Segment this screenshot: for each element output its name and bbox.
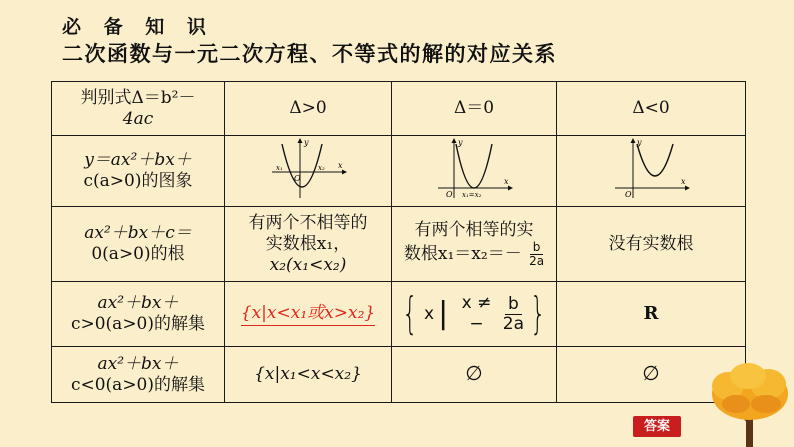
cell-graph-neg (557, 136, 746, 207)
solution-set-red: {x|x<x₁或x>x₂} (241, 303, 375, 326)
cell-roots-label (52, 207, 225, 282)
text-line: 实数根x₁， (265, 233, 351, 254)
label-line: c(a>0)的图象 (83, 171, 193, 191)
cell-gt-zero (392, 282, 557, 347)
text-segment: 数根x₁＝x₂＝－ (403, 244, 522, 264)
section-label: 必 备 知 识 (62, 16, 214, 38)
cell-gt-label (52, 282, 225, 347)
cell-gt-pos (225, 282, 392, 347)
cell-discriminant-label (52, 82, 225, 136)
empty-set-symbol: ∅ (465, 361, 483, 385)
axis-y-label: y (458, 138, 463, 147)
label-line: ax²＋bx＋ (97, 293, 179, 313)
set-condition: x ≠ − (461, 293, 492, 334)
fraction-numerator: b (505, 295, 522, 315)
label-line: c>0(a>0)的解集 (70, 314, 206, 334)
parabola-no-root (611, 136, 691, 200)
solution-set: {x|x₁<x<x₂} (254, 364, 362, 384)
label-line: 判别式Δ＝b²－ (80, 87, 196, 108)
fraction-denominator: 2a (502, 313, 524, 334)
fraction-numerator: b (530, 241, 544, 255)
right-brace: } (530, 288, 546, 339)
origin-label: O (625, 190, 632, 199)
set-variable: x (424, 303, 435, 324)
col-header-neg: Δ<0 (557, 82, 746, 136)
col-header-zero: Δ＝0 (392, 82, 557, 136)
root2-label: x₂ (318, 164, 325, 172)
cell-roots-zero (392, 207, 557, 282)
col-header-pos: Δ>0 (225, 82, 392, 136)
double-root-label: x₁=x₂ (462, 191, 482, 199)
cell-lt-pos (225, 347, 392, 403)
parabola-two-roots (268, 136, 348, 200)
axis-y-label: y (637, 138, 642, 147)
text-line: 有两个相等的实 (414, 220, 534, 240)
cell-roots-neg: 没有实数根 (557, 207, 746, 282)
table-row-lt (52, 347, 746, 403)
cell-graph-label (52, 136, 225, 207)
axis-y-label: y (304, 138, 309, 147)
knowledge-table (51, 81, 746, 403)
origin-label: O (294, 174, 301, 183)
table-row-graphs (52, 136, 746, 207)
cell-gt-neg (557, 282, 746, 347)
cell-graph-zero (392, 136, 557, 207)
label-line: y＝ax²＋bx＋ (84, 150, 192, 170)
axis-x-label: x (338, 161, 343, 170)
set-separator: | (438, 296, 449, 331)
table-row-roots (52, 207, 746, 282)
empty-set-symbol: ∅ (642, 361, 660, 385)
label-line: 0(a>0)的根 (91, 244, 185, 264)
text-line: 有两个不相等的 (248, 212, 368, 233)
fraction-denominator: 2a (529, 254, 545, 268)
cell-lt-zero (392, 347, 557, 403)
table-row-gt (52, 282, 746, 347)
text-line (396, 241, 552, 268)
header (62, 16, 557, 68)
table-row-header (52, 82, 746, 136)
answer-button[interactable]: 答案 (633, 416, 681, 437)
left-brace: { (402, 288, 418, 339)
cell-roots-pos (225, 207, 392, 282)
text-line: x₂(x₁<x₂) (269, 254, 347, 275)
label-line: ax²＋bx＋c＝ (84, 223, 192, 243)
real-numbers: R (643, 303, 659, 324)
cell-lt-label (52, 347, 225, 403)
label-line: c<0(a>0)的解集 (70, 374, 206, 395)
cell-graph-pos (225, 136, 392, 207)
solution-set-expression (396, 288, 552, 339)
axis-x-label: x (504, 177, 509, 186)
origin-label: O (446, 190, 453, 199)
root1-label: x₁ (276, 164, 283, 172)
fraction (503, 295, 524, 334)
axis-x-label: x (681, 177, 686, 186)
label-line: 4ac (122, 108, 154, 129)
fraction (529, 241, 544, 268)
autumn-tree-icon (706, 360, 794, 447)
parabola-one-root (434, 136, 514, 200)
label-line: ax²＋bx＋ (97, 353, 179, 374)
page-title: 二次函数与一元二次方程、不等式的解的对应关系 (62, 42, 557, 66)
